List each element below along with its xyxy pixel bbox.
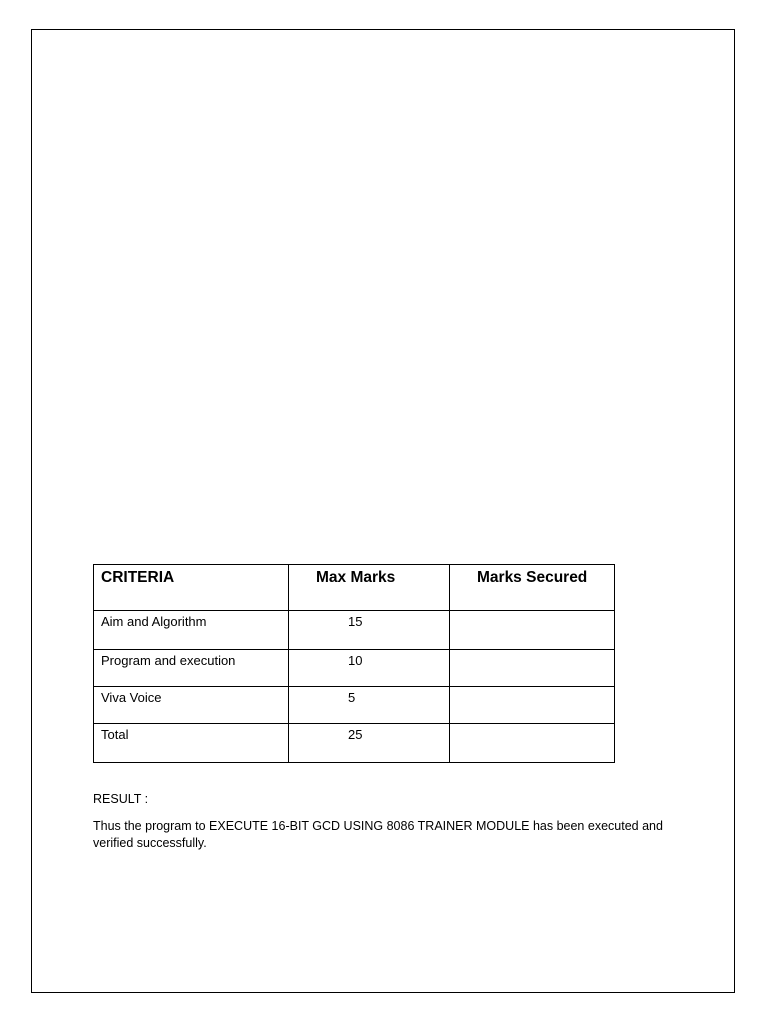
result-text: Thus the program to EXECUTE 16-BIT GCD USING 8086 TRAINER MODULE has been executed and verified successfully. <box>93 819 663 850</box>
marks-table <box>93 564 615 763</box>
table-row <box>94 687 615 724</box>
marks-secured-cell <box>450 724 615 763</box>
max-marks-cell: 5 <box>289 687 450 724</box>
max-marks-cell: 15 <box>289 611 450 650</box>
marks-secured-cell <box>450 650 615 687</box>
header-marks-secured: Marks Secured <box>450 565 615 611</box>
header-criteria: CRITERIA <box>94 565 289 611</box>
criteria-cell: Total <box>94 724 289 763</box>
table-row <box>94 650 615 687</box>
max-marks-cell: 10 <box>289 650 450 687</box>
criteria-cell: Viva Voice <box>94 687 289 724</box>
table-row <box>94 724 615 763</box>
criteria-cell: Program and execution <box>94 650 289 687</box>
result-label: RESULT : <box>93 792 149 806</box>
table-header-row <box>94 565 615 611</box>
header-max-marks: Max Marks <box>289 565 450 611</box>
criteria-cell: Aim and Algorithm <box>94 611 289 650</box>
table-row <box>94 611 615 650</box>
marks-secured-cell <box>450 611 615 650</box>
max-marks-cell: 25 <box>289 724 450 763</box>
marks-secured-cell <box>450 687 615 724</box>
